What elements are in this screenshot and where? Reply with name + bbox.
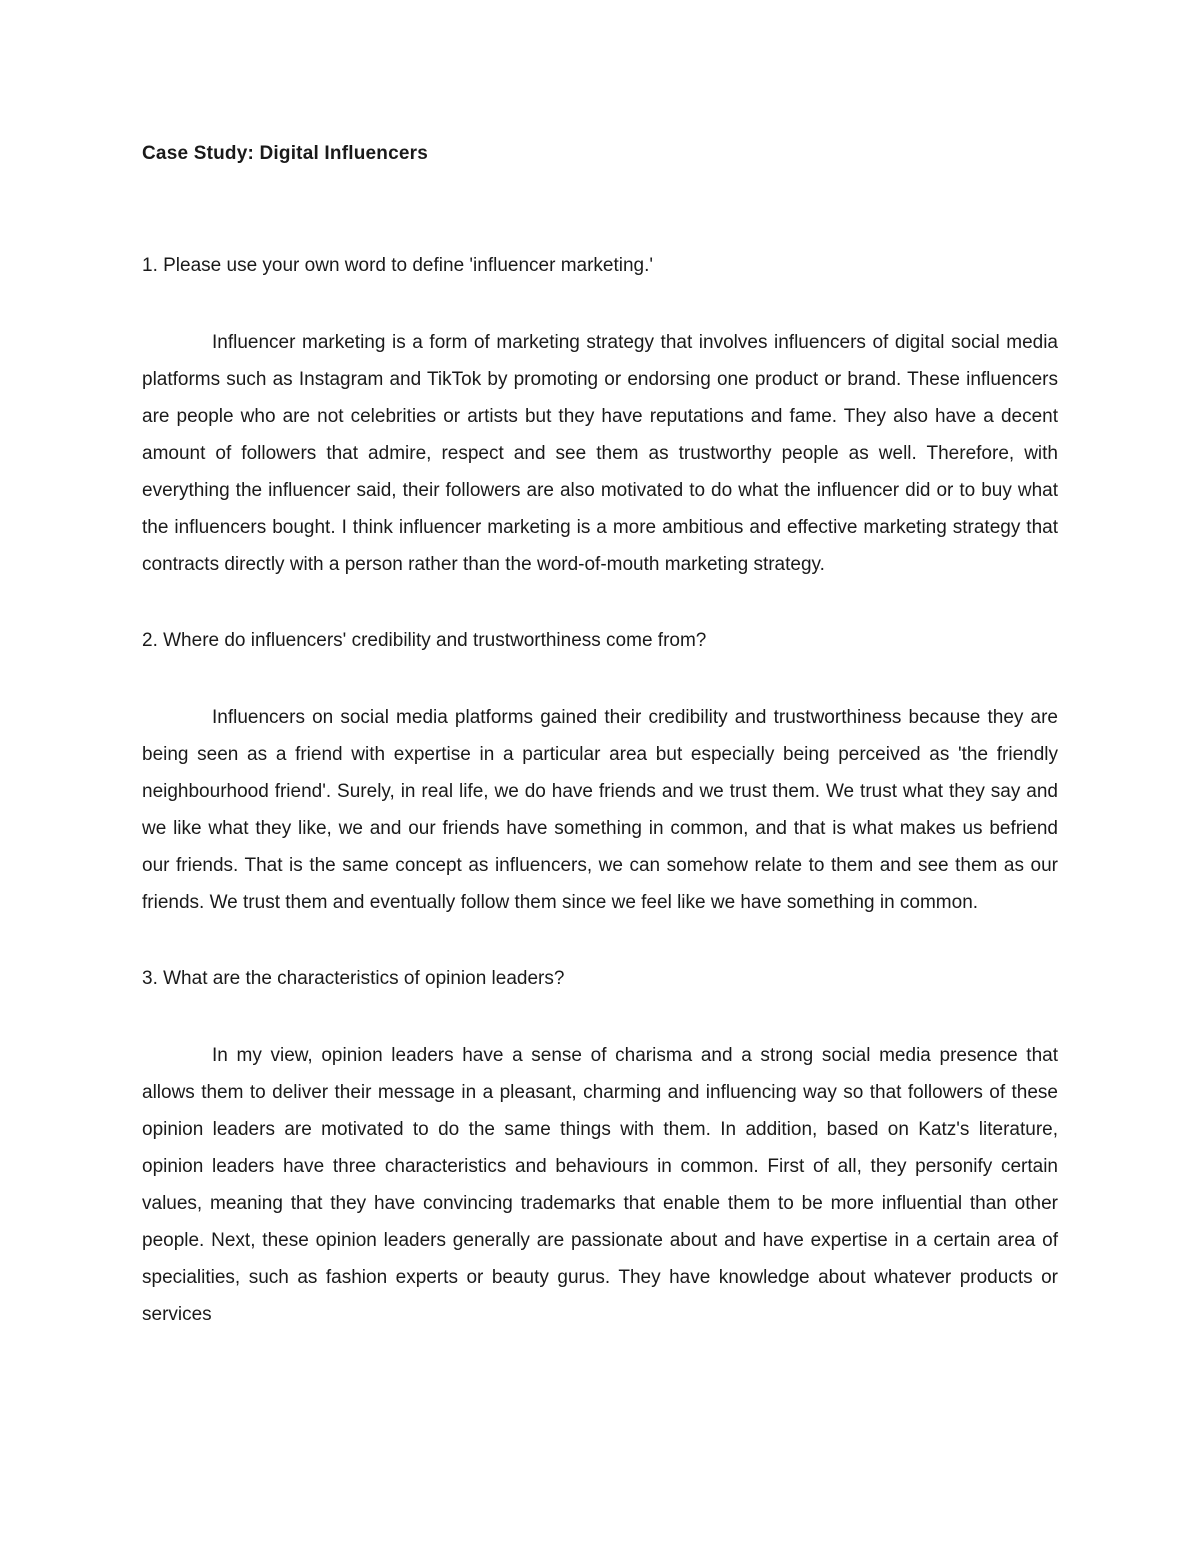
document-title: Case Study: Digital Influencers bbox=[142, 143, 428, 164]
question-3: 3. What are the characteristics of opinion leaders? bbox=[142, 968, 565, 989]
answer-2: Influencers on social media platforms gained their credibility and trustworthiness because they are being seen as a friend with expertise in a particular area but especially being perceived as 'the friendly neighbourhood friend'. Surely, in real life, we do have friends and we trust them. We trust what they say and we like what they like, we and our friends have something in common, and that is what makes us befriend our friends. That is the same concept as influencers, we can somehow relate to them and see them as our friends. We trust them and eventually follow them since we feel like we have something in common. bbox=[142, 707, 1058, 913]
document-page bbox=[142, 140, 1058, 1333]
answer-3: In my view, opinion leaders have a sense of charisma and a strong social media presence that allows them to deliver their message in a pleasant, charming and influencing way so that followers of these opinion leaders are motivated to do the same things with them. In addition, based on Katz's literature, opinion leaders have three characteristics and behaviours in common. First of all, they personify certain values, meaning that they have convincing trademarks that enable them to be more influential than other people. Next, these opinion leaders generally are passionate about and have expertise in a certain area of specialities, such as fashion experts or beauty gurus. They have knowledge about whatever products or services bbox=[142, 1045, 1058, 1325]
question-1: 1. Please use your own word to define 'influencer marketing.' bbox=[142, 255, 654, 276]
answer-1: Influencer marketing is a form of marketing strategy that involves influencers of digital social media platforms such as Instagram and TikTok by promoting or endorsing one product or brand. These influencers are people who are not celebrities or artists but they have reputations and fame. They also have a decent amount of followers that admire, respect and see them as trustworthy people as well. Therefore, with everything the influencer said, their followers are also motivated to do what the influencer did or to buy what the influencers bought. I think influencer marketing is a more ambitious and effective marketing strategy that contracts directly with a person rather than the word-of-mouth marketing strategy. bbox=[142, 332, 1058, 575]
question-2: 2. Where do influencers' credibility and trustworthiness come from? bbox=[142, 630, 707, 651]
